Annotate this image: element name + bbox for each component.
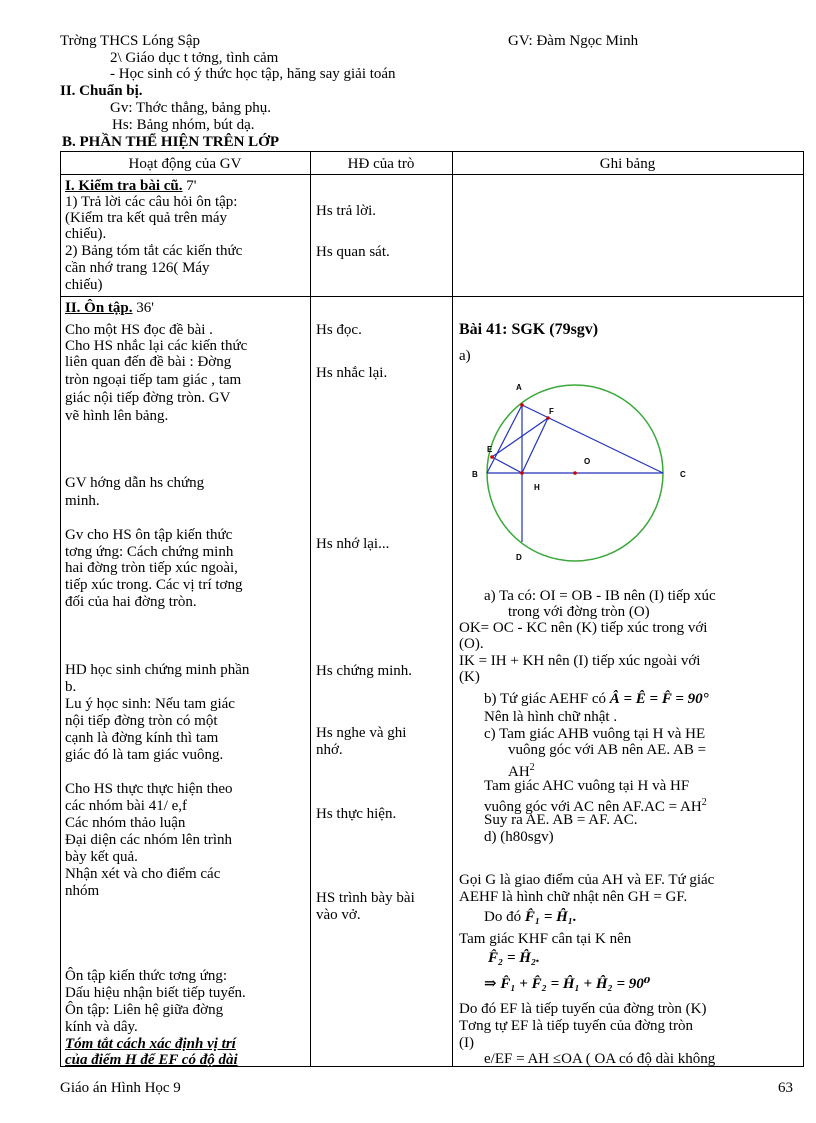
row2-gv-f: các nhóm bài 41/ e,f xyxy=(65,798,188,814)
proof-line: e/EF = AH ≤OA ( OA có độ dài không xyxy=(484,1051,716,1067)
row2-gv-d: b. xyxy=(65,679,77,695)
proof-line: a) Ta có: OI = OB - IB nên (I) tiếp xúc xyxy=(484,588,716,604)
segment-ef xyxy=(492,418,548,457)
row2-gv-c: Gv cho HS ôn tập kiến thức xyxy=(65,527,233,543)
label-e: E xyxy=(487,445,493,454)
row2-gv-b: minh. xyxy=(65,493,100,509)
row2-hs: Hs đọc. xyxy=(316,322,362,338)
row1-gv-line: chiếu). xyxy=(65,226,107,242)
proof-line: Tơng tự EF là tiếp tuyến của đờng tròn xyxy=(459,1018,693,1034)
row2-hs: vào vở. xyxy=(316,907,361,923)
row2-gv-summary: của điểm H để EF có độ dài xyxy=(65,1052,238,1068)
row1-gv-line: cần nhớ trang 126( Máy xyxy=(65,260,210,276)
row2-gv-e: giác đó là tam giác vuông. xyxy=(65,747,224,763)
prep-hs: Hs: Bảng nhóm, bút dạ. xyxy=(112,117,255,133)
row2-gv-c: hai đờng tròn tiếp xúc ngoài, xyxy=(65,560,238,576)
label-b: B xyxy=(472,470,478,479)
row2-gv-g: kính và dây. xyxy=(65,1019,138,1035)
label-o: O xyxy=(584,457,591,466)
segment-he xyxy=(492,457,522,473)
row2-gv-summary: Tóm tắt cách xác định vị trí xyxy=(65,1036,236,1052)
intro-line2: - Học sinh có ý thức học tập, hăng say giải toán xyxy=(110,66,396,82)
label-f: F xyxy=(549,407,554,416)
page-number: 63 xyxy=(778,1080,793,1096)
label-a: A xyxy=(516,383,522,392)
row1-title: I. Kiểm tra bài cũ. 7' xyxy=(65,178,197,194)
row2-gv-b: GV hớng dẫn hs chứng xyxy=(65,475,205,491)
row2-gv-a: vẽ hình lên bảng. xyxy=(65,408,169,424)
row2-gv-f: bày kết quả. xyxy=(65,849,138,865)
row2-gv-g: Ôn tập: Liên hệ giữa đờng xyxy=(65,1002,224,1018)
row1-gv-line: 2) Bảng tóm tắt các kiến thức xyxy=(65,243,243,259)
row2-gv-d: HD học sinh chứng minh phần xyxy=(65,662,250,678)
row2-gv-a: Cho một HS đọc đề bài . xyxy=(65,322,213,338)
row2-hs: Hs nghe và ghi xyxy=(316,725,407,741)
row2-hs: Hs nhớ lại... xyxy=(316,536,390,552)
row2-gv-a: Cho HS nhắc lại các kiến thức xyxy=(65,338,248,354)
proof-line-d1: Do đó F̂₁ = Ĥ₁. xyxy=(484,909,577,925)
math-angle-eq-2: F̂₂ = Ĥ₂. xyxy=(488,950,540,966)
footer-title: Giáo án Hình Học 9 xyxy=(60,1080,181,1096)
proof-line: Gọi G là giao điểm của AH và EF. Tứ giác xyxy=(459,872,715,888)
header-board-notes: Ghi bảng xyxy=(599,156,656,172)
prep-gv: Gv: Thớc thẳng, bảng phụ. xyxy=(110,100,271,116)
proof-line: (I) xyxy=(459,1035,474,1051)
row2-gv-a: giác nội tiếp đờng tròn. GV xyxy=(65,390,231,406)
point-h xyxy=(520,471,524,475)
header-gv-activity: Hoạt động của GV xyxy=(128,156,242,172)
point-e xyxy=(490,455,494,459)
proof-line: d) (h80sgv) xyxy=(484,829,554,845)
row2-hs: Hs chứng minh. xyxy=(316,663,413,679)
row2-gv-f: Nhận xét và cho điểm các xyxy=(65,866,221,882)
proof-line: vuông góc với AB nên AE. AB = xyxy=(508,742,707,758)
header-teacher: GV: Đàm Ngọc Minh xyxy=(508,33,639,49)
row2-gv-e: cạnh là đờng kính thì tam xyxy=(65,730,219,746)
row2-title: II. Ôn tập. 36' xyxy=(65,300,154,316)
geometry-figure xyxy=(460,370,700,570)
header-school: Trờng THCS Lóng Sập xyxy=(60,33,201,49)
proof-line: Do đó EF là tiếp tuyến của đờng tròn (K) xyxy=(459,1001,707,1017)
proof-line: vuông góc với AC nên $AF.AC = AH^2$ xyxy=(484,797,707,815)
label-d: D xyxy=(516,553,522,562)
proof-line: Suy ra AE. AB = AF. AC. xyxy=(484,812,638,828)
row2-gv-f: Các nhóm thảo luận xyxy=(65,815,186,831)
proof-line-b: b) Tứ giác AEHF có Â = Ê = F̂ = 90° xyxy=(484,691,709,707)
proof-line: (O). xyxy=(459,636,484,652)
row1-hs-observe: Hs quan sát. xyxy=(316,244,390,260)
proof-line: AEHF là hình chữ nhật nên GH = GF. xyxy=(459,889,688,905)
row2-gv-c: tiếp xúc trong. Các vị trí tơng xyxy=(65,577,243,593)
row1-gv-line: 1) Trả lời các câu hỏi ôn tập: xyxy=(65,194,238,210)
row1-gv-line: (Kiểm tra kết quả trên máy xyxy=(65,210,228,226)
row2-gv-f: Cho HS thực thực hiện theo xyxy=(65,781,233,797)
math-angle-sum: ⇒ F̂₁ + F̂₂ = Ĥ₁ + Ĥ₂ = 90⁰ xyxy=(484,976,651,992)
point-a xyxy=(520,403,524,407)
row2-gv-f: Đại diện các nhóm lên trình xyxy=(65,832,233,848)
label-c: C xyxy=(680,470,686,479)
row2-gv-g: Ôn tập kiến thức tơng ứng: xyxy=(65,968,228,984)
point-o xyxy=(573,471,577,475)
row1-hs-answer: Hs trả lời. xyxy=(316,203,377,219)
row2-hs: HS trình bày bài xyxy=(316,890,415,906)
row2-gv-a: liên quan đến đề bài : Đờng xyxy=(65,354,232,370)
math-right-angles: Â = Ê = F̂ = 90° xyxy=(609,691,709,707)
segment-hf xyxy=(522,418,548,473)
segment-ab xyxy=(487,405,522,473)
label-h: H xyxy=(534,483,540,492)
point-f xyxy=(546,416,550,420)
header-student-activity: HĐ của trò xyxy=(347,156,415,172)
proof-line: c) Tam giác AHB vuông tại H và HE xyxy=(484,726,706,742)
exercise-title: Bài 41: SGK (79sgv) xyxy=(459,321,599,338)
row1-gv-line: chiếu) xyxy=(65,277,103,293)
proof-line: Tam giác KHF cân tại K nên xyxy=(459,931,632,947)
section-preparation-title: II. Chuẩn bị. xyxy=(60,83,143,99)
proof-line: IK = IH + KH nên (I) tiếp xúc ngoài với xyxy=(459,653,701,669)
part-a-label: a) xyxy=(459,348,471,364)
row2-hs: nhớ. xyxy=(316,742,343,758)
proof-line: (K) xyxy=(459,669,480,685)
row2-gv-c: đối của hai đờng tròn. xyxy=(65,594,197,610)
proof-line: trong với đờng tròn (O) xyxy=(508,604,650,620)
proof-line: OK= OC - KC nên (K) tiếp xúc trong với xyxy=(459,620,708,636)
row2-gv-c: tơng ứng: Cách chứng minh xyxy=(65,544,234,560)
proof-line: Nên là hình chữ nhật . xyxy=(484,709,618,725)
proof-line: $AH^2$ xyxy=(508,762,535,780)
row2-gv-e: Lu ý học sinh: Nếu tam giác xyxy=(65,696,235,712)
row2-hs: Hs thực hiện. xyxy=(316,806,397,822)
row2-gv-f: nhóm xyxy=(65,883,100,899)
row2-gv-a: tròn ngoại tiếp tam giác , tam xyxy=(65,372,242,388)
row2-hs: Hs nhắc lại. xyxy=(316,365,388,381)
section-b-title: B. PHẦN THỂ HIỆN TRÊN LỚP xyxy=(62,134,279,150)
row2-gv-e: nội tiếp đờng tròn có một xyxy=(65,713,218,729)
intro-line1: 2\ Giáo dục t tởng, tình cảm xyxy=(110,50,279,66)
math-angle-eq-1: F̂₁ = Ĥ₁. xyxy=(524,909,577,925)
proof-line: Tam giác AHC vuông tại H và HF xyxy=(484,778,690,794)
row2-gv-g: Dấu hiệu nhận biết tiếp tuyến. xyxy=(65,985,246,1001)
